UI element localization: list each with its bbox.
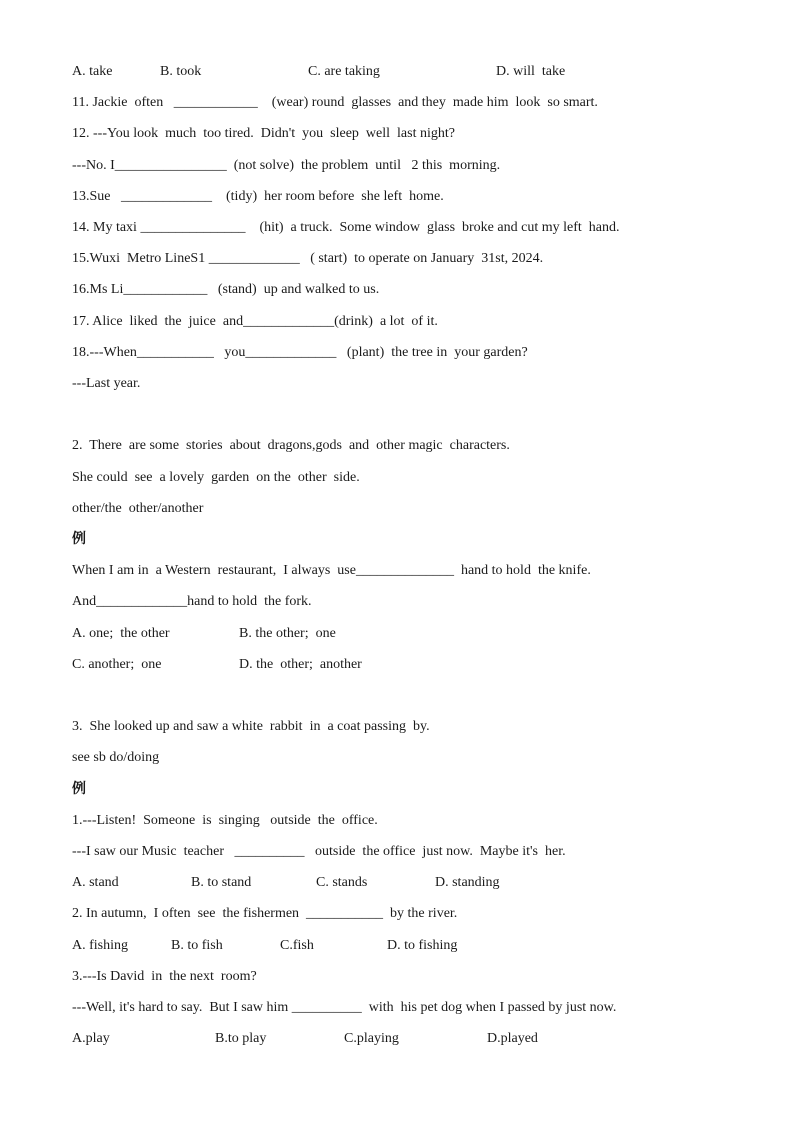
text-line: ---I saw our Music teacher __________ outside the office just now. Maybe it's her. bbox=[72, 844, 566, 859]
text-line: 15.Wuxi Metro LineS1 _____________ ( start) to operate on January 31st, 2024. bbox=[72, 251, 544, 266]
example-heading: 例 bbox=[72, 782, 86, 797]
text-line: 16.Ms Li____________ (stand) up and walked to us. bbox=[72, 282, 380, 297]
text-line: 12. ---You look much too tired. Didn't you sleep well last night? bbox=[72, 126, 455, 141]
text-line: When I am in a Western restaurant, I always use______________ hand to hold the knife. bbox=[72, 563, 591, 578]
answer-option: C. stands bbox=[316, 875, 368, 890]
text-line: ---No. I________________ (not solve) the problem until 2 this morning. bbox=[72, 158, 501, 173]
text-line: 2. In autumn, I often see the fishermen ___________ by the river. bbox=[72, 906, 458, 921]
answer-option: B. the other; one bbox=[239, 626, 336, 641]
text-line: And_____________hand to hold the fork. bbox=[72, 594, 312, 609]
text-line: 2. There are some stories about dragons,gods and other magic characters. bbox=[72, 438, 510, 453]
answer-option: D. the other; another bbox=[239, 657, 362, 672]
text-line: 11. Jackie often ____________ (wear) round glasses and they made him look so smart. bbox=[72, 95, 598, 110]
answer-option: C.fish bbox=[280, 938, 314, 953]
answer-option: D.played bbox=[487, 1031, 538, 1046]
text-line: 3. She looked up and saw a white rabbit in a coat passing by. bbox=[72, 719, 430, 734]
example-heading: 例 bbox=[72, 532, 86, 547]
answer-option: C.playing bbox=[344, 1031, 399, 1046]
answer-option: C. are taking bbox=[308, 64, 380, 79]
text-line: 14. My taxi _______________ (hit) a truck. Some window glass broke and cut my left hand. bbox=[72, 220, 620, 235]
text-line: 1.---Listen! Someone is singing outside the office. bbox=[72, 813, 378, 828]
answer-option: A. stand bbox=[72, 875, 119, 890]
answer-option: B.to play bbox=[215, 1031, 267, 1046]
answer-option: B. to stand bbox=[191, 875, 252, 890]
text-line: 13.Sue _____________ (tidy) her room before she left home. bbox=[72, 189, 444, 204]
answer-option: D. standing bbox=[435, 875, 500, 890]
answer-option: A. one; the other bbox=[72, 626, 170, 641]
text-line: 3.---Is David in the next room? bbox=[72, 969, 257, 984]
text-line: She could see a lovely garden on the other side. bbox=[72, 470, 360, 485]
text-line: see sb do/doing bbox=[72, 750, 160, 765]
text-line: 17. Alice liked the juice and_____________(drink) a lot of it. bbox=[72, 314, 438, 329]
text-line: ---Last year. bbox=[72, 376, 141, 391]
answer-option: B. took bbox=[160, 64, 202, 79]
answer-option: D. to fishing bbox=[387, 938, 458, 953]
answer-option: A.play bbox=[72, 1031, 110, 1046]
text-line: ---Well, it's hard to say. But I saw him __________ with his pet dog when I passed by just now. bbox=[72, 1000, 617, 1015]
answer-option: A. take bbox=[72, 64, 113, 79]
answer-option: D. will take bbox=[496, 64, 566, 79]
answer-option: C. another; one bbox=[72, 657, 162, 672]
answer-option: B. to fish bbox=[171, 938, 223, 953]
text-line: 18.---When___________ you_____________ (plant) the tree in your garden? bbox=[72, 345, 528, 360]
answer-option: A. fishing bbox=[72, 938, 128, 953]
text-line: other/the other/another bbox=[72, 501, 204, 516]
